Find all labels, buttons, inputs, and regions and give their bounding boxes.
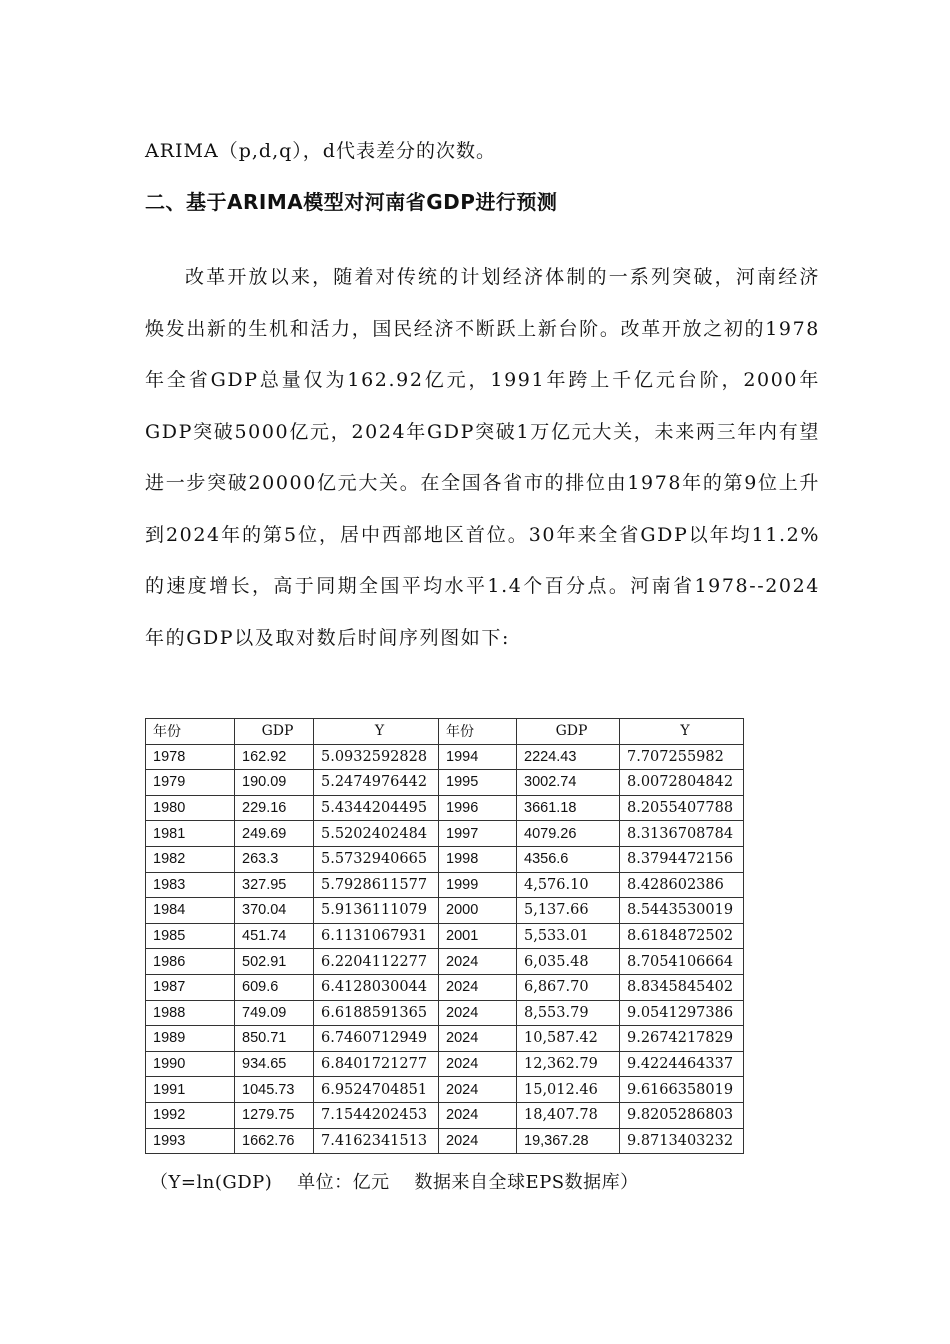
cell-gdp: 263.3: [235, 846, 314, 872]
cell-y: 5.2474976442: [314, 770, 439, 796]
cell-year: 1980: [146, 795, 235, 821]
cell-gdp-2: 12,362.79: [517, 1051, 620, 1077]
cell-gdp-2: 8,553.79: [517, 1000, 620, 1026]
cell-gdp-2: 19,367.28: [517, 1128, 620, 1154]
cell-year: 1984: [146, 898, 235, 924]
paragraph-first-line: 改革开放以来，随着对传统的计划经济体制的一系列突破，河: [185, 266, 758, 288]
cell-year-2: 1995: [439, 770, 517, 796]
cell-gdp: 1045.73: [235, 1077, 314, 1103]
cell-y-2: 8.8345845402: [620, 974, 744, 1000]
cell-gdp: 850.71: [235, 1026, 314, 1052]
cell-year: 1978: [146, 744, 235, 770]
cell-y-2: 8.428602386: [620, 872, 744, 898]
cell-y: 7.4162341513: [314, 1128, 439, 1154]
table-row: [146, 898, 744, 924]
cell-y: 7.1544202453: [314, 1102, 439, 1128]
cell-y: 6.7460712949: [314, 1026, 439, 1052]
cell-gdp-2: 5,533.01: [517, 923, 620, 949]
paragraph-rest: 南经济焕发出新的生机和活力，国民经济不断跃上新台阶。改革开放之初的1978年全省GDP总量仅为162.92亿元，1991年跨上千亿元台阶，2000年GDP突破5000亿元，2024年GDP突破1万亿元大关，未来两三年内有望进一步突破20000亿元大关。在全国各省市的排位由1978年的第9位上升到2024年的第5位，居中西部地区首位。30年来全省GDP以年均11.2%的速度增长，高于同期全国平均水平1.4个百分点。河南省1978--2024年的GDP以及取对数后时间序列图如下:: [145, 266, 820, 649]
table-row: [146, 1051, 744, 1077]
cell-gdp-2: 10,587.42: [517, 1026, 620, 1052]
cell-y-2: 8.0072804842: [620, 770, 744, 796]
cell-gdp: 502.91: [235, 949, 314, 975]
cell-gdp-2: 6,867.70: [517, 974, 620, 1000]
cell-gdp: 370.04: [235, 898, 314, 924]
table-row: [146, 923, 744, 949]
cell-year: 1982: [146, 846, 235, 872]
cell-year: 1989: [146, 1026, 235, 1052]
cell-year-2: 2001: [439, 923, 517, 949]
header-y-2: Y: [620, 719, 744, 745]
table-body: [146, 744, 744, 1154]
cell-y-2: 8.2055407788: [620, 795, 744, 821]
header-gdp: GDP: [235, 719, 314, 745]
cell-gdp: 1279.75: [235, 1102, 314, 1128]
table-row: [146, 795, 744, 821]
cell-year-2: 1998: [439, 846, 517, 872]
cell-year: 1992: [146, 1102, 235, 1128]
cell-y-2: 9.8713403232: [620, 1128, 744, 1154]
cell-y: 5.7928611577: [314, 872, 439, 898]
cell-gdp-2: 15,012.46: [517, 1077, 620, 1103]
header-gdp-2: GDP: [517, 719, 620, 745]
table-row: [146, 1128, 744, 1154]
table-row: [146, 770, 744, 796]
cell-gdp: 749.09: [235, 1000, 314, 1026]
cell-year-2: 2024: [439, 949, 517, 975]
cell-gdp-2: 4079.26: [517, 821, 620, 847]
section-heading: 二、基于ARIMA模型对河南省GDP进行预测: [145, 190, 558, 214]
cell-y: 5.0932592828: [314, 744, 439, 770]
cell-year-2: 2024: [439, 1051, 517, 1077]
cell-y-2: 8.3794472156: [620, 846, 744, 872]
cell-year-2: 2024: [439, 1077, 517, 1103]
cell-year-2: 2024: [439, 1128, 517, 1154]
body-paragraph: [145, 252, 820, 664]
cell-gdp-2: 3661.18: [517, 795, 620, 821]
header-year: 年份: [146, 719, 235, 745]
cell-year: 1983: [146, 872, 235, 898]
cell-gdp-2: 6,035.48: [517, 949, 620, 975]
cell-y-2: 9.2674217829: [620, 1026, 744, 1052]
cell-year-2: 2024: [439, 974, 517, 1000]
cell-y-2: 8.6184872502: [620, 923, 744, 949]
cell-gdp-2: 5,137.66: [517, 898, 620, 924]
table-row: [146, 1000, 744, 1026]
table-row: [146, 1026, 744, 1052]
cell-y-2: 9.8205286803: [620, 1102, 744, 1128]
cell-year-2: 1999: [439, 872, 517, 898]
cell-y-2: 8.3136708784: [620, 821, 744, 847]
cell-gdp: 249.69: [235, 821, 314, 847]
cell-year: 1987: [146, 974, 235, 1000]
cell-y: 6.2204112277: [314, 949, 439, 975]
cell-gdp: 1662.76: [235, 1128, 314, 1154]
cell-y: 6.9524704851: [314, 1077, 439, 1103]
header-y: Y: [314, 719, 439, 745]
cell-year-2: 2024: [439, 1026, 517, 1052]
cell-gdp-2: 4,576.10: [517, 872, 620, 898]
cell-year: 1979: [146, 770, 235, 796]
cell-y-2: 7.707255982: [620, 744, 744, 770]
cell-year-2: 2024: [439, 1102, 517, 1128]
cell-y: 6.1131067931: [314, 923, 439, 949]
cell-year: 1993: [146, 1128, 235, 1154]
header-year-2: 年份: [439, 719, 517, 745]
cell-y-2: 9.0541297386: [620, 1000, 744, 1026]
cell-gdp: 934.65: [235, 1051, 314, 1077]
cell-y-2: 9.6166358019: [620, 1077, 744, 1103]
cell-year-2: 1996: [439, 795, 517, 821]
cell-year: 1988: [146, 1000, 235, 1026]
cell-y: 5.9136111079: [314, 898, 439, 924]
intro-line: ARIMA（p,d,q），d代表差分的次数。: [145, 140, 496, 162]
cell-y-2: 8.5443530019: [620, 898, 744, 924]
table-header-row: [146, 719, 744, 745]
cell-year: 1986: [146, 949, 235, 975]
cell-gdp-2: 3002.74: [517, 770, 620, 796]
gdp-table: [145, 718, 744, 1154]
cell-year: 1991: [146, 1077, 235, 1103]
cell-year: 1990: [146, 1051, 235, 1077]
cell-year-2: 1994: [439, 744, 517, 770]
cell-y: 6.8401721277: [314, 1051, 439, 1077]
cell-gdp-2: 4356.6: [517, 846, 620, 872]
cell-year-2: 2000: [439, 898, 517, 924]
cell-gdp: 327.95: [235, 872, 314, 898]
cell-gdp-2: 18,407.78: [517, 1102, 620, 1128]
cell-y: 5.4344204495: [314, 795, 439, 821]
table-row: [146, 1077, 744, 1103]
cell-year-2: 1997: [439, 821, 517, 847]
cell-gdp: 609.6: [235, 974, 314, 1000]
table-row: [146, 1102, 744, 1128]
cell-year-2: 2024: [439, 1000, 517, 1026]
cell-gdp: 162.92: [235, 744, 314, 770]
cell-y: 5.5202402484: [314, 821, 439, 847]
cell-y: 5.5732940665: [314, 846, 439, 872]
table-row: [146, 846, 744, 872]
cell-y-2: 8.7054106664: [620, 949, 744, 975]
cell-y-2: 9.4224464337: [620, 1051, 744, 1077]
table-row: [146, 974, 744, 1000]
table-row: [146, 744, 744, 770]
table-row: [146, 872, 744, 898]
table-row: [146, 821, 744, 847]
cell-y: 6.4128030044: [314, 974, 439, 1000]
cell-gdp: 229.16: [235, 795, 314, 821]
cell-y: 6.6188591365: [314, 1000, 439, 1026]
cell-year: 1981: [146, 821, 235, 847]
table-note: （Y=ln(GDP) 单位：亿元 数据来自全球EPS数据库）: [150, 1172, 639, 1193]
cell-year: 1985: [146, 923, 235, 949]
cell-gdp: 451.74: [235, 923, 314, 949]
cell-gdp-2: 2224.43: [517, 744, 620, 770]
table-row: [146, 949, 744, 975]
cell-gdp: 190.09: [235, 770, 314, 796]
